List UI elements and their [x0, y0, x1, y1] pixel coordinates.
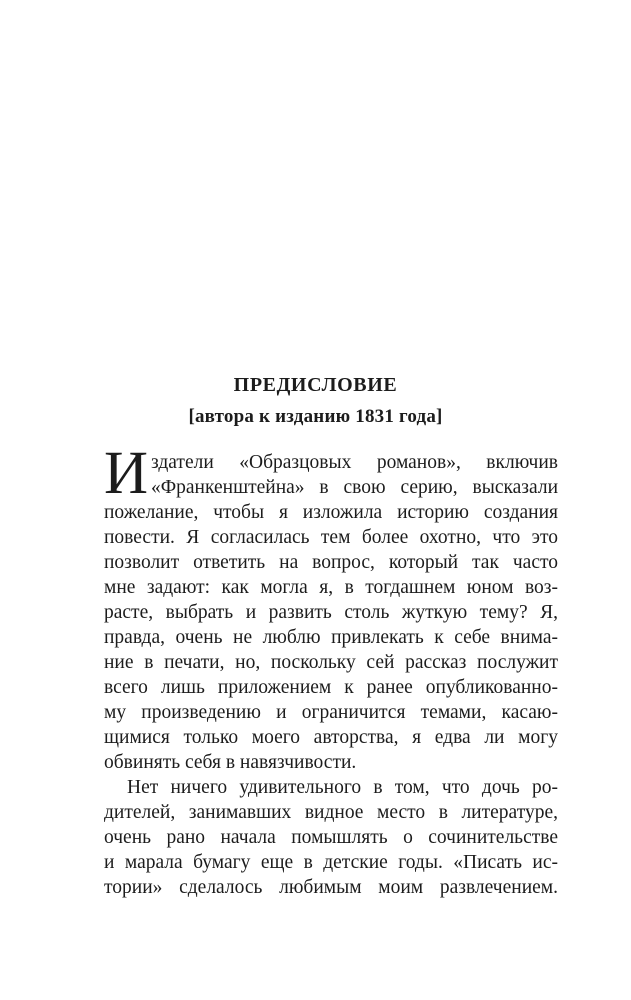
text-line: ние в печати, но, поскольку сей рассказ послужит — [104, 652, 558, 673]
text-line: обвинять себя в навязчивости. — [104, 752, 357, 773]
text-line: тории» сделалось любимым моим развлечением. — [104, 877, 558, 898]
text-line: и марала бумагу еще в детские годы. «Писать ис- — [104, 852, 558, 873]
text-line: мне задают: как могла я, в тогдашнем юном воз- — [104, 577, 558, 598]
text-line: Нет ничего удивительного в том, что дочь ро- — [127, 777, 558, 798]
text-line: позволит ответить на вопрос, который так часто — [104, 552, 558, 573]
text-line: расте, выбрать и развить столь жуткую тему? Я, — [104, 602, 558, 623]
drop-cap-letter: И — [104, 440, 149, 507]
text-line: повести. Я согласилась тем более охотно, что это — [104, 527, 558, 548]
body-text — [104, 450, 558, 900]
text-line: очень рано начала помышлять о сочинительстве — [104, 827, 558, 848]
text-line: всего лишь приложением к ранее опубликованно- — [104, 677, 558, 698]
chapter-subtitle: [автора к изданию 1831 года] — [188, 406, 443, 427]
text-line: му произведению и ограничится темами, касаю- — [104, 702, 558, 723]
text-line: пожелание, чтобы я изложила историю создания — [104, 502, 558, 523]
text-line: «Франкенштейна» в свою серию, высказали — [151, 477, 558, 498]
text-line: дителей, занимавших видное место в литературе, — [104, 802, 558, 823]
text-line: здатели «Образцовых романов», включив — [151, 452, 558, 473]
text-line: правда, очень не люблю привлекать к себе внима- — [104, 627, 558, 648]
text-line: щимися только моего авторства, я едва ли могу — [104, 727, 558, 748]
chapter-title: ПРЕДИСЛОВИЕ — [233, 374, 398, 396]
